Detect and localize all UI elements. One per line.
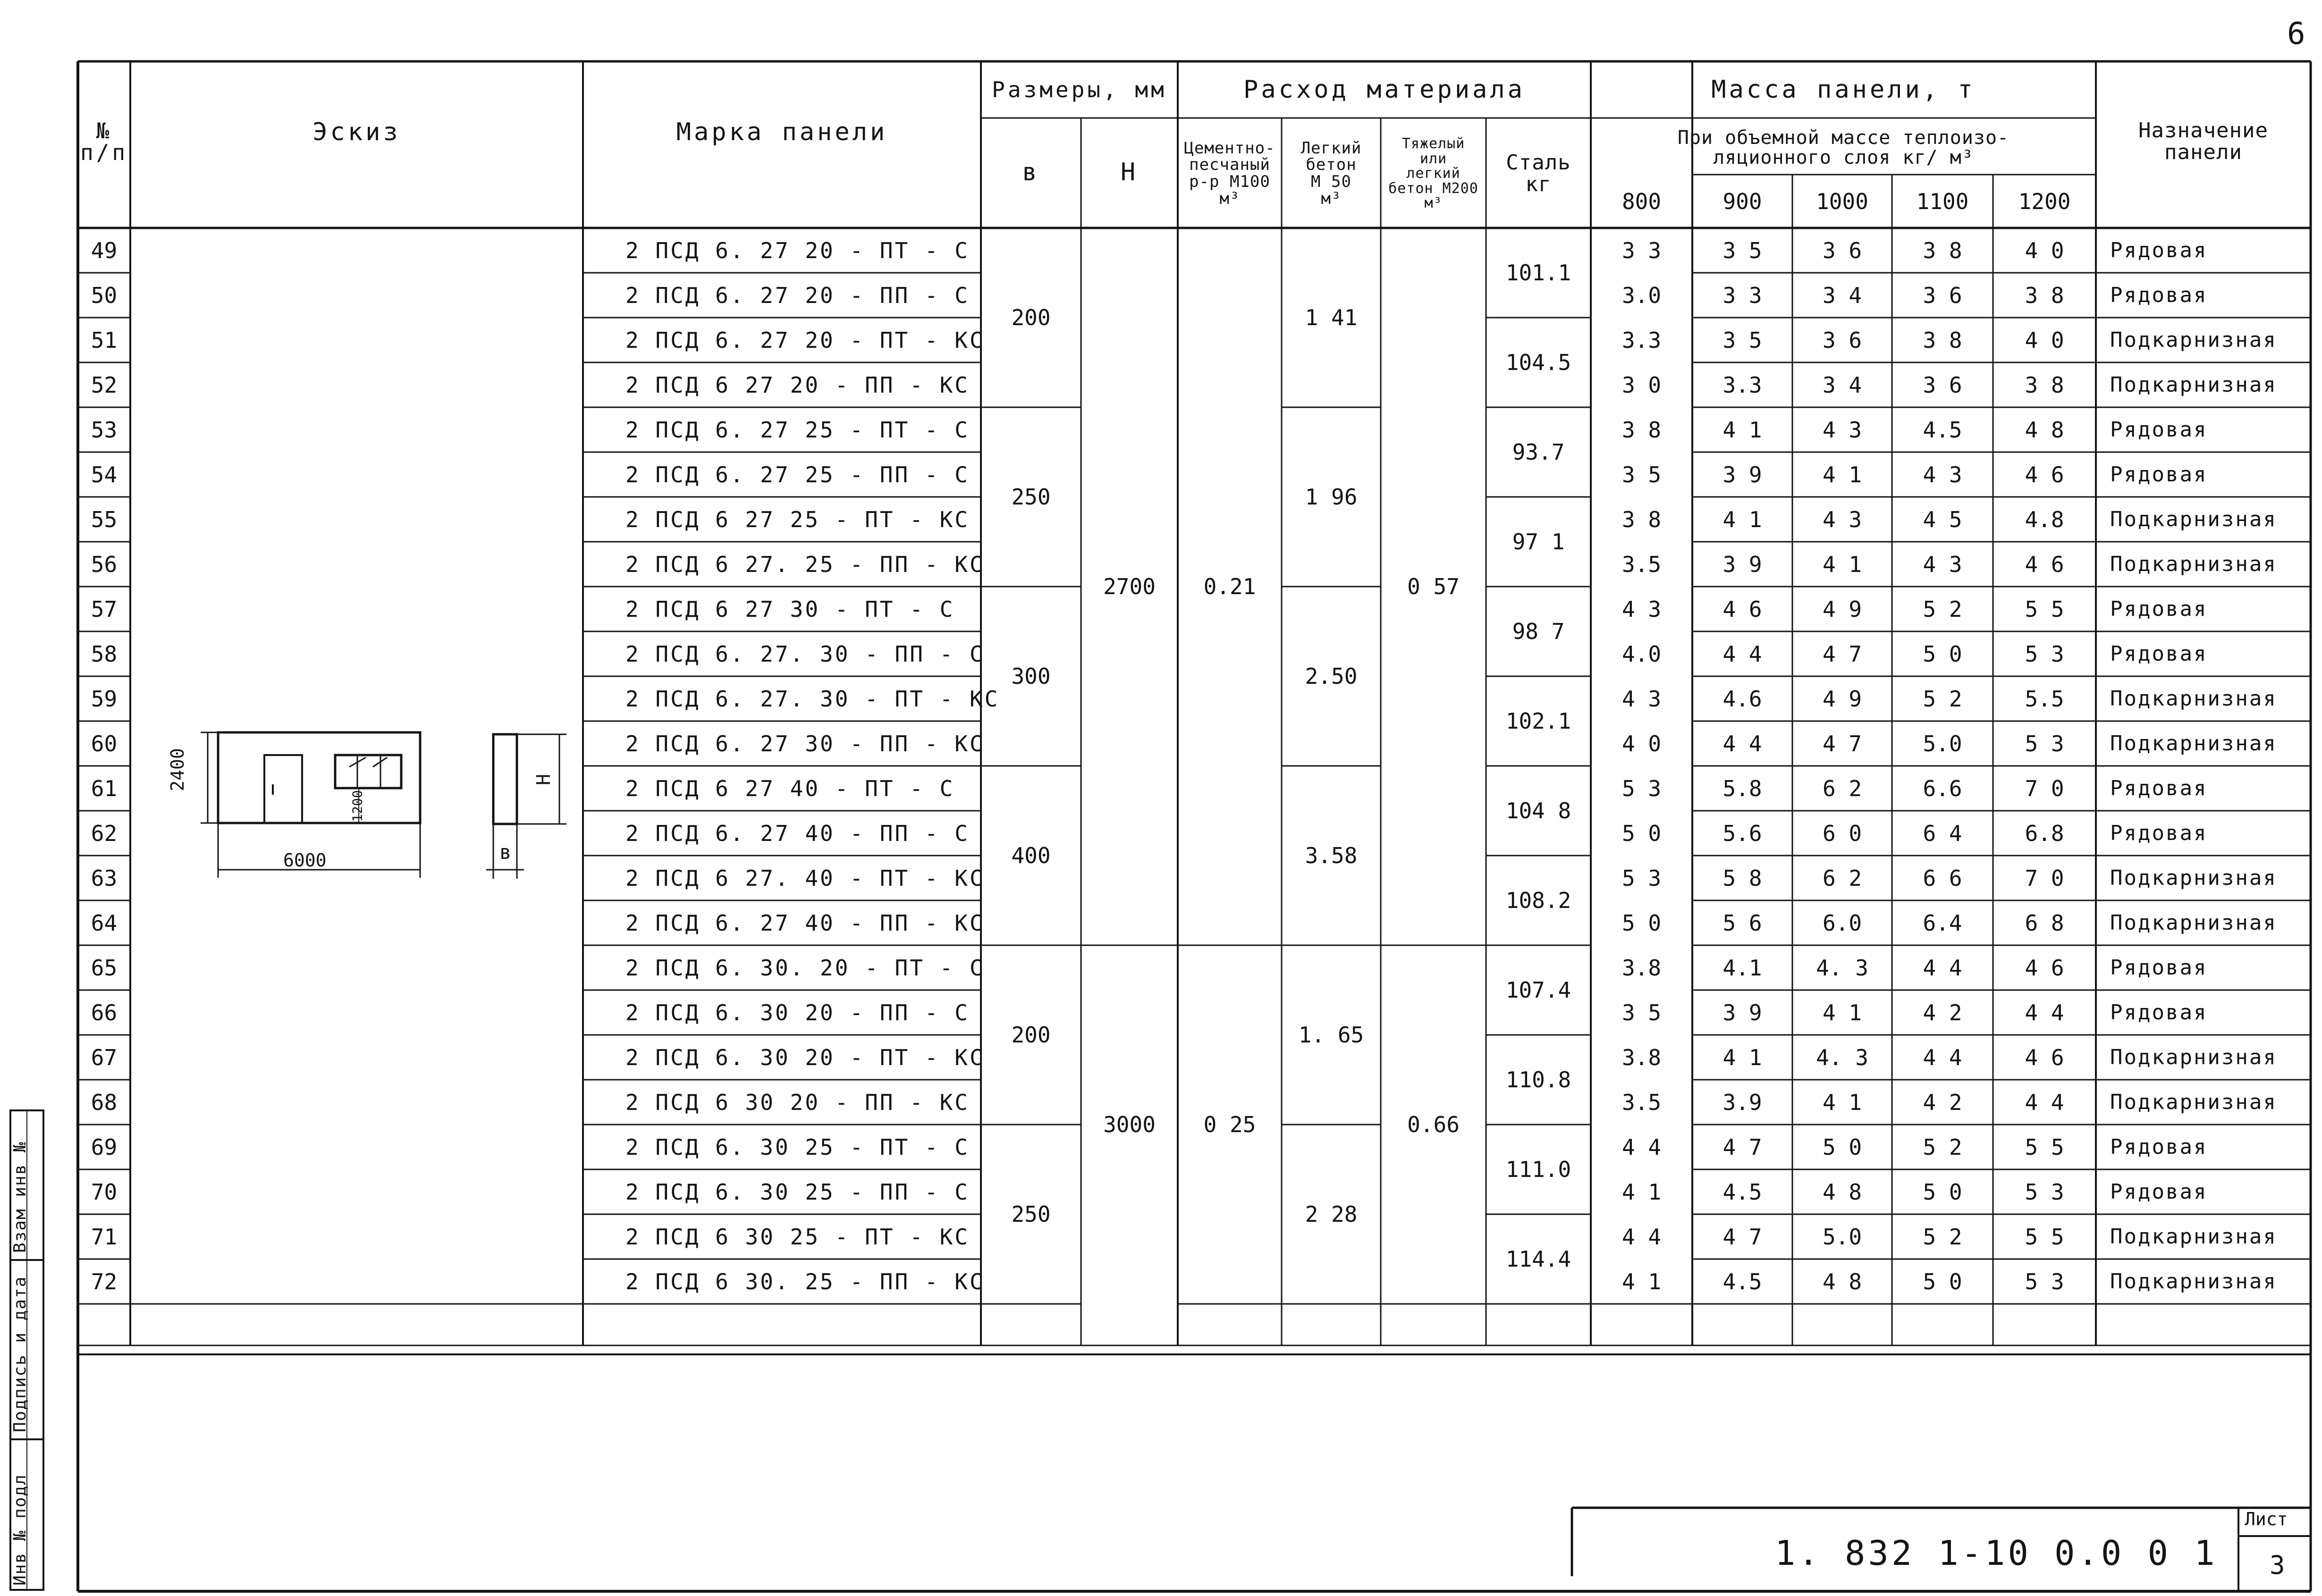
row-number: 56 [91, 551, 118, 577]
mass-800: 5 3 [1621, 865, 1662, 891]
sketch-h-label: Н [533, 773, 555, 786]
panel-purpose: Рядовая [2110, 238, 2208, 262]
mass-1000: 4 1 [1822, 1089, 1862, 1115]
header-mass-sub: При объемной массе теплоизо- ляционного слоя кг/ м³ [1677, 127, 2010, 168]
steel-value: 104 8 [1505, 798, 1571, 823]
density-1100: 1100 [1916, 189, 1969, 214]
light-concrete-value: 2.50 [1305, 664, 1358, 689]
panel-mark: 2 ПСД 6 30 25 - ПТ - КС [625, 1224, 970, 1250]
row-number: 63 [91, 865, 118, 891]
size-h-value: 3000 [1103, 1112, 1156, 1137]
mass-800: 3 3 [1621, 237, 1662, 263]
panel-mark: 2 ПСД 6. 27 40 - ПП - С [625, 820, 970, 846]
mass-800: 4 3 [1621, 596, 1662, 622]
panel-purpose: Подкарнизная [2110, 552, 2277, 576]
panel-purpose: Рядовая [2110, 641, 2208, 666]
panel-mark: 2 ПСД 6. 27 20 - ПТ - КС [625, 327, 985, 353]
mass-900: 4 1 [1723, 506, 1762, 532]
mass-1000: 4 8 [1822, 1268, 1862, 1294]
mass-1000: 4 3 [1822, 417, 1862, 443]
mass-800: 3.5 [1621, 1089, 1662, 1115]
light-concrete-value: 2 28 [1305, 1201, 1358, 1227]
panel-mark: 2 ПСД 6. 30 20 - ПТ - КС [625, 1044, 985, 1070]
mass-800: 4 4 [1621, 1224, 1662, 1250]
mass-1000: 4 3 [1822, 506, 1862, 532]
mass-800: 4.0 [1621, 641, 1662, 667]
mass-1100: 6 6 [1923, 865, 1962, 891]
row-number: 58 [91, 641, 118, 667]
sheet-number: 3 [2270, 1550, 2285, 1580]
mass-1000: 4 1 [1822, 462, 1862, 487]
mass-800: 3.0 [1621, 282, 1662, 308]
page-number: 6 [2287, 17, 2305, 51]
header-size-b: в [1022, 158, 1040, 186]
header-mark: Марка панели [676, 118, 888, 146]
mass-1200: 5 5 [2025, 1224, 2064, 1250]
size-b-value: 300 [1011, 664, 1051, 689]
panel-purpose: Подкарнизная [2110, 686, 2277, 711]
size-b-value: 250 [1011, 484, 1051, 510]
mass-1000: 3 4 [1822, 282, 1862, 308]
mass-1000: 5 0 [1822, 1134, 1862, 1160]
panel-purpose: Подкарнизная [2110, 1269, 2277, 1294]
side-stamp-field: Подпись и дата [10, 1276, 30, 1432]
panel-purpose: Подкарнизная [2110, 865, 2277, 890]
mass-1200: 3 8 [2025, 372, 2064, 398]
header-cement: Цементно- песчаный р-р М100 м³ [1184, 138, 1275, 208]
mass-800: 3 8 [1621, 506, 1662, 532]
steel-value: 114.4 [1505, 1246, 1571, 1272]
sketch-window-label: 1200 [349, 790, 365, 822]
panel-mark: 2 ПСД 6. 30 25 - ПТ - С [625, 1134, 970, 1160]
mass-1000: 4 9 [1822, 686, 1862, 712]
row-number: 69 [91, 1134, 118, 1160]
mass-1100: 5 2 [1923, 1134, 1962, 1160]
row-number: 71 [91, 1224, 118, 1250]
side-stamp-field: Инв № подл [10, 1474, 30, 1586]
mass-800: 4 3 [1621, 686, 1662, 712]
panel-mark: 2 ПСД 6. 30 25 - ПП - С [625, 1179, 970, 1205]
panel-mark: 2 ПСД 6. 27 30 - ПП - КС [625, 731, 985, 756]
panel-mark: 2 ПСД 6. 27 25 - ПТ - С [625, 417, 970, 443]
mass-900: 5 6 [1723, 910, 1762, 936]
mass-1200: 6.8 [2025, 820, 2064, 846]
light-concrete-value: 1. 65 [1298, 1022, 1364, 1048]
mass-900: 4.6 [1723, 686, 1762, 712]
mass-1000: 4 1 [1822, 1000, 1862, 1025]
panel-mark: 2 ПСД 6. 27 20 - ПП - С [625, 282, 970, 308]
header-heavy-concrete: Тяжелый или легкий бетон М200 м³ [1388, 135, 1478, 212]
mass-800: 3 0 [1621, 372, 1662, 398]
steel-value: 107.4 [1505, 977, 1571, 1003]
mass-900: 3.3 [1723, 372, 1762, 398]
panel-purpose: Подкарнизная [2110, 507, 2277, 531]
mass-1200: 7 0 [2025, 775, 2064, 801]
mass-1100: 5 0 [1923, 1268, 1962, 1294]
mass-1100: 4 3 [1923, 551, 1962, 577]
mass-900: 3 5 [1723, 327, 1762, 353]
mass-1100: 6.4 [1923, 910, 1962, 936]
row-number: 57 [91, 596, 118, 622]
header-steel: Сталь кг [1506, 150, 1571, 196]
mass-1200: 5 5 [2025, 1134, 2064, 1160]
row-number: 64 [91, 910, 118, 936]
panel-purpose: Подкарнизная [2110, 1045, 2277, 1069]
mass-1200: 5 3 [2025, 641, 2064, 667]
row-number: 54 [91, 462, 118, 487]
header-mass: Масса панели, т [1711, 76, 1976, 104]
steel-value: 101.1 [1505, 260, 1571, 286]
sketch-b-label: в [499, 840, 512, 864]
mass-900: 3 9 [1723, 551, 1762, 577]
mass-900: 5 8 [1723, 865, 1762, 891]
mass-1200: 4 8 [2025, 417, 2064, 443]
steel-value: 110.8 [1505, 1067, 1571, 1092]
panel-mark: 2 ПСД 6 27 20 - ПП - КС [625, 372, 970, 398]
density-1000: 1000 [1816, 189, 1868, 214]
panel-mark: 2 ПСД 6. 27 20 - ПТ - С [625, 237, 970, 263]
mass-1200: 5 3 [2025, 1268, 2064, 1294]
row-number: 70 [91, 1179, 118, 1205]
header-size-h: Н [1120, 158, 1139, 186]
mass-1200: 4 0 [2025, 327, 2064, 353]
mass-900: 4 1 [1723, 1044, 1762, 1070]
panel-mark: 2 ПСД 6. 27. 30 - ПП - С [625, 641, 985, 667]
mass-1000: 4 8 [1822, 1179, 1862, 1205]
mass-800: 3.3 [1621, 327, 1662, 353]
row-number: 65 [91, 955, 118, 981]
row-number: 52 [91, 372, 118, 398]
mass-1200: 6 8 [2025, 910, 2064, 936]
panel-mark: 2 ПСД 6. 30. 20 - ПТ - С [625, 955, 985, 981]
mass-900: 4.1 [1723, 955, 1762, 981]
mass-1100: 4.5 [1923, 417, 1962, 443]
panel-mark: 2 ПСД 6 27 30 - ПТ - С [625, 596, 955, 622]
sheet-label: Лист [2245, 1509, 2288, 1529]
mass-900: 4.5 [1723, 1179, 1762, 1205]
panel-mark: 2 ПСД 6. 27 40 - ПП - КС [625, 910, 985, 936]
panel-purpose: Рядовая [2110, 1000, 2208, 1025]
cement-value: 0 25 [1203, 1112, 1256, 1137]
row-number: 61 [91, 775, 118, 801]
mass-800: 5 0 [1621, 910, 1662, 936]
mass-900: 4 4 [1723, 641, 1762, 667]
steel-value: 104.5 [1505, 350, 1571, 375]
light-concrete-value: 1 41 [1305, 305, 1358, 330]
row-number: 68 [91, 1089, 118, 1115]
density-900: 900 [1723, 189, 1762, 214]
row-number: 53 [91, 417, 118, 443]
row-number: 72 [91, 1268, 118, 1294]
mass-800: 5 0 [1621, 820, 1662, 846]
size-h-value: 2700 [1103, 574, 1156, 599]
mass-1000: 5.0 [1822, 1224, 1862, 1250]
mass-1100: 6.6 [1923, 775, 1962, 801]
mass-1200: 4 4 [2025, 1089, 2064, 1115]
mass-1100: 3 8 [1923, 327, 1962, 353]
header-sizes: Размеры, мм [992, 77, 1167, 102]
mass-1100: 4 4 [1923, 955, 1962, 981]
header-number: № п/п [80, 118, 128, 165]
mass-900: 3 9 [1723, 462, 1762, 487]
row-number: 67 [91, 1044, 118, 1070]
panel-purpose: Подкарнизная [2110, 372, 2277, 397]
heavy-concrete-value: 0 57 [1407, 574, 1460, 599]
row-number: 55 [91, 506, 118, 532]
mass-900: 3 9 [1723, 1000, 1762, 1025]
heavy-concrete-value: 0.66 [1407, 1112, 1460, 1137]
panel-purpose: Рядовая [2110, 955, 2208, 980]
mass-1000: 6 0 [1822, 820, 1862, 846]
header-purpose: Назначение панели [2138, 118, 2268, 164]
mass-1000: 4 7 [1822, 731, 1862, 756]
mass-1100: 5 2 [1923, 596, 1962, 622]
side-stamp-field: Взам инв № [10, 1141, 30, 1253]
mass-1200: 5.5 [2025, 686, 2064, 712]
mass-1100: 5 0 [1923, 641, 1962, 667]
mass-1200: 5 3 [2025, 731, 2064, 756]
row-number: 51 [91, 327, 118, 353]
mass-1100: 4 4 [1923, 1044, 1962, 1070]
mass-900: 5.6 [1723, 820, 1762, 846]
mass-900: 4 1 [1723, 417, 1762, 443]
mass-1000: 4 7 [1822, 641, 1862, 667]
mass-1000: 3 6 [1822, 327, 1862, 353]
panel-mark: 2 ПСД 6 30. 25 - ПП - КС [625, 1268, 985, 1294]
steel-value: 111.0 [1505, 1157, 1571, 1182]
mass-1100: 4 2 [1923, 1089, 1962, 1115]
mass-1100: 4 3 [1923, 462, 1962, 487]
row-number: 66 [91, 1000, 118, 1025]
mass-1100: 5 2 [1923, 1224, 1962, 1250]
mass-1000: 3 6 [1822, 237, 1862, 263]
mass-900: 4 7 [1723, 1224, 1762, 1250]
panel-purpose: Рядовая [2110, 596, 2208, 621]
mass-1000: 3 4 [1822, 372, 1862, 398]
mass-1200: 4 6 [2025, 551, 2064, 577]
steel-value: 93.7 [1512, 439, 1565, 465]
panel-purpose: Рядовая [2110, 462, 2208, 487]
mass-800: 4 4 [1621, 1134, 1662, 1160]
mass-1100: 5 2 [1923, 686, 1962, 712]
panel-purpose: Подкарнизная [2110, 1224, 2277, 1249]
row-number: 59 [91, 686, 118, 712]
panel-purpose: Рядовая [2110, 776, 2208, 800]
mass-900: 5.8 [1723, 775, 1762, 801]
mass-1100: 3 6 [1923, 282, 1962, 308]
light-concrete-value: 1 96 [1305, 484, 1358, 510]
mass-1200: 4.8 [2025, 506, 2064, 532]
mass-900: 4 4 [1723, 731, 1762, 756]
document-code: 1. 832 1-10 0.0 0 1 [1775, 1533, 2218, 1573]
panel-mark: 2 ПСД 6. 27. 30 - ПТ - КС [625, 686, 1000, 712]
mass-1200: 5 5 [2025, 596, 2064, 622]
panel-purpose: Подкарнизная [2110, 910, 2277, 935]
mass-800: 4 1 [1621, 1179, 1662, 1205]
panel-mark: 2 ПСД 6. 27 25 - ПП - С [625, 462, 970, 487]
light-concrete-value: 3.58 [1305, 843, 1358, 868]
sketch-height-label: 2400 [167, 748, 188, 791]
density-1200: 1200 [2018, 189, 2071, 214]
mass-1100: 4 2 [1923, 1000, 1962, 1025]
mass-1200: 3 8 [2025, 282, 2064, 308]
panel-purpose: Подкарнизная [2110, 328, 2277, 352]
panel-mark: 2 ПСД 6. 30 20 - ПП - С [625, 1000, 970, 1025]
mass-900: 4.5 [1723, 1268, 1762, 1294]
mass-1000: 4. 3 [1816, 1044, 1868, 1070]
header-consumption: Расход материала [1243, 76, 1525, 104]
mass-800: 3.8 [1621, 955, 1662, 981]
mass-1100: 5 0 [1923, 1179, 1962, 1205]
mass-900: 3.9 [1723, 1089, 1762, 1115]
mass-1000: 4. 3 [1816, 955, 1868, 981]
mass-1200: 4 6 [2025, 1044, 2064, 1070]
mass-800: 3 5 [1621, 1000, 1662, 1025]
row-number: 50 [91, 282, 118, 308]
row-number: 49 [91, 237, 118, 263]
panel-purpose: Рядовая [2110, 417, 2208, 442]
size-b-value: 250 [1011, 1201, 1051, 1227]
mass-1100: 5.0 [1923, 731, 1962, 756]
mass-1000: 6.0 [1822, 910, 1862, 936]
row-number: 62 [91, 820, 118, 846]
size-b-value: 200 [1011, 1022, 1051, 1048]
panel-mark: 2 ПСД 6 27 40 - ПТ - С [625, 775, 955, 801]
panel-purpose: Рядовая [2110, 1179, 2208, 1204]
panel-mark: 2 ПСД 6 27 25 - ПТ - КС [625, 506, 970, 532]
mass-800: 3.5 [1621, 551, 1662, 577]
steel-value: 98 7 [1512, 619, 1565, 644]
steel-value: 97 1 [1512, 529, 1565, 554]
mass-1200: 4 4 [2025, 1000, 2064, 1025]
mass-1000: 6 2 [1822, 865, 1862, 891]
mass-800: 3 5 [1621, 462, 1662, 487]
panel-mark: 2 ПСД 6 30 20 - ПП - КС [625, 1089, 970, 1115]
panel-mark: 2 ПСД 6 27. 40 - ПТ - КС [625, 865, 985, 891]
mass-1100: 3 8 [1923, 237, 1962, 263]
panel-purpose: Подкарнизная [2110, 1090, 2277, 1114]
mass-1100: 4 5 [1923, 506, 1962, 532]
mass-900: 3 5 [1723, 237, 1762, 263]
density-800: 800 [1621, 189, 1662, 214]
cement-value: 0.21 [1203, 574, 1256, 599]
panel-purpose: Рядовая [2110, 283, 2208, 307]
mass-1000: 4 9 [1822, 596, 1862, 622]
panel-purpose: Подкарнизная [2110, 731, 2277, 756]
mass-800: 3 8 [1621, 417, 1662, 443]
mass-1100: 3 6 [1923, 372, 1962, 398]
mass-800: 4 1 [1621, 1268, 1662, 1294]
mass-800: 3.8 [1621, 1044, 1662, 1070]
mass-1200: 4 0 [2025, 237, 2064, 263]
steel-value: 102.1 [1505, 708, 1571, 734]
mass-900: 4 7 [1723, 1134, 1762, 1160]
size-b-value: 400 [1011, 843, 1051, 868]
mass-1000: 4 1 [1822, 551, 1862, 577]
mass-800: 4 0 [1621, 731, 1662, 756]
mass-1200: 4 6 [2025, 955, 2064, 981]
mass-1100: 6 4 [1923, 820, 1962, 846]
mass-1200: 4 6 [2025, 462, 2064, 487]
panel-purpose: Рядовая [2110, 821, 2208, 845]
mass-1000: 6 2 [1822, 775, 1862, 801]
mass-1200: 7 0 [2025, 865, 2064, 891]
size-b-value: 200 [1011, 305, 1051, 330]
steel-value: 108.2 [1505, 888, 1571, 913]
mass-1200: 5 3 [2025, 1179, 2064, 1205]
sketch-width-label: 6000 [283, 850, 327, 871]
panel-mark: 2 ПСД 6 27. 25 - ПП - КС [625, 551, 985, 577]
mass-900: 3 3 [1723, 282, 1762, 308]
header-light-concrete: Легкий бетон М 50 м³ [1300, 138, 1362, 208]
panel-purpose: Рядовая [2110, 1134, 2208, 1159]
mass-900: 4 6 [1723, 596, 1762, 622]
header-sketch: Эскиз [312, 118, 401, 146]
row-number: 60 [91, 731, 118, 756]
mass-800: 5 3 [1621, 775, 1662, 801]
